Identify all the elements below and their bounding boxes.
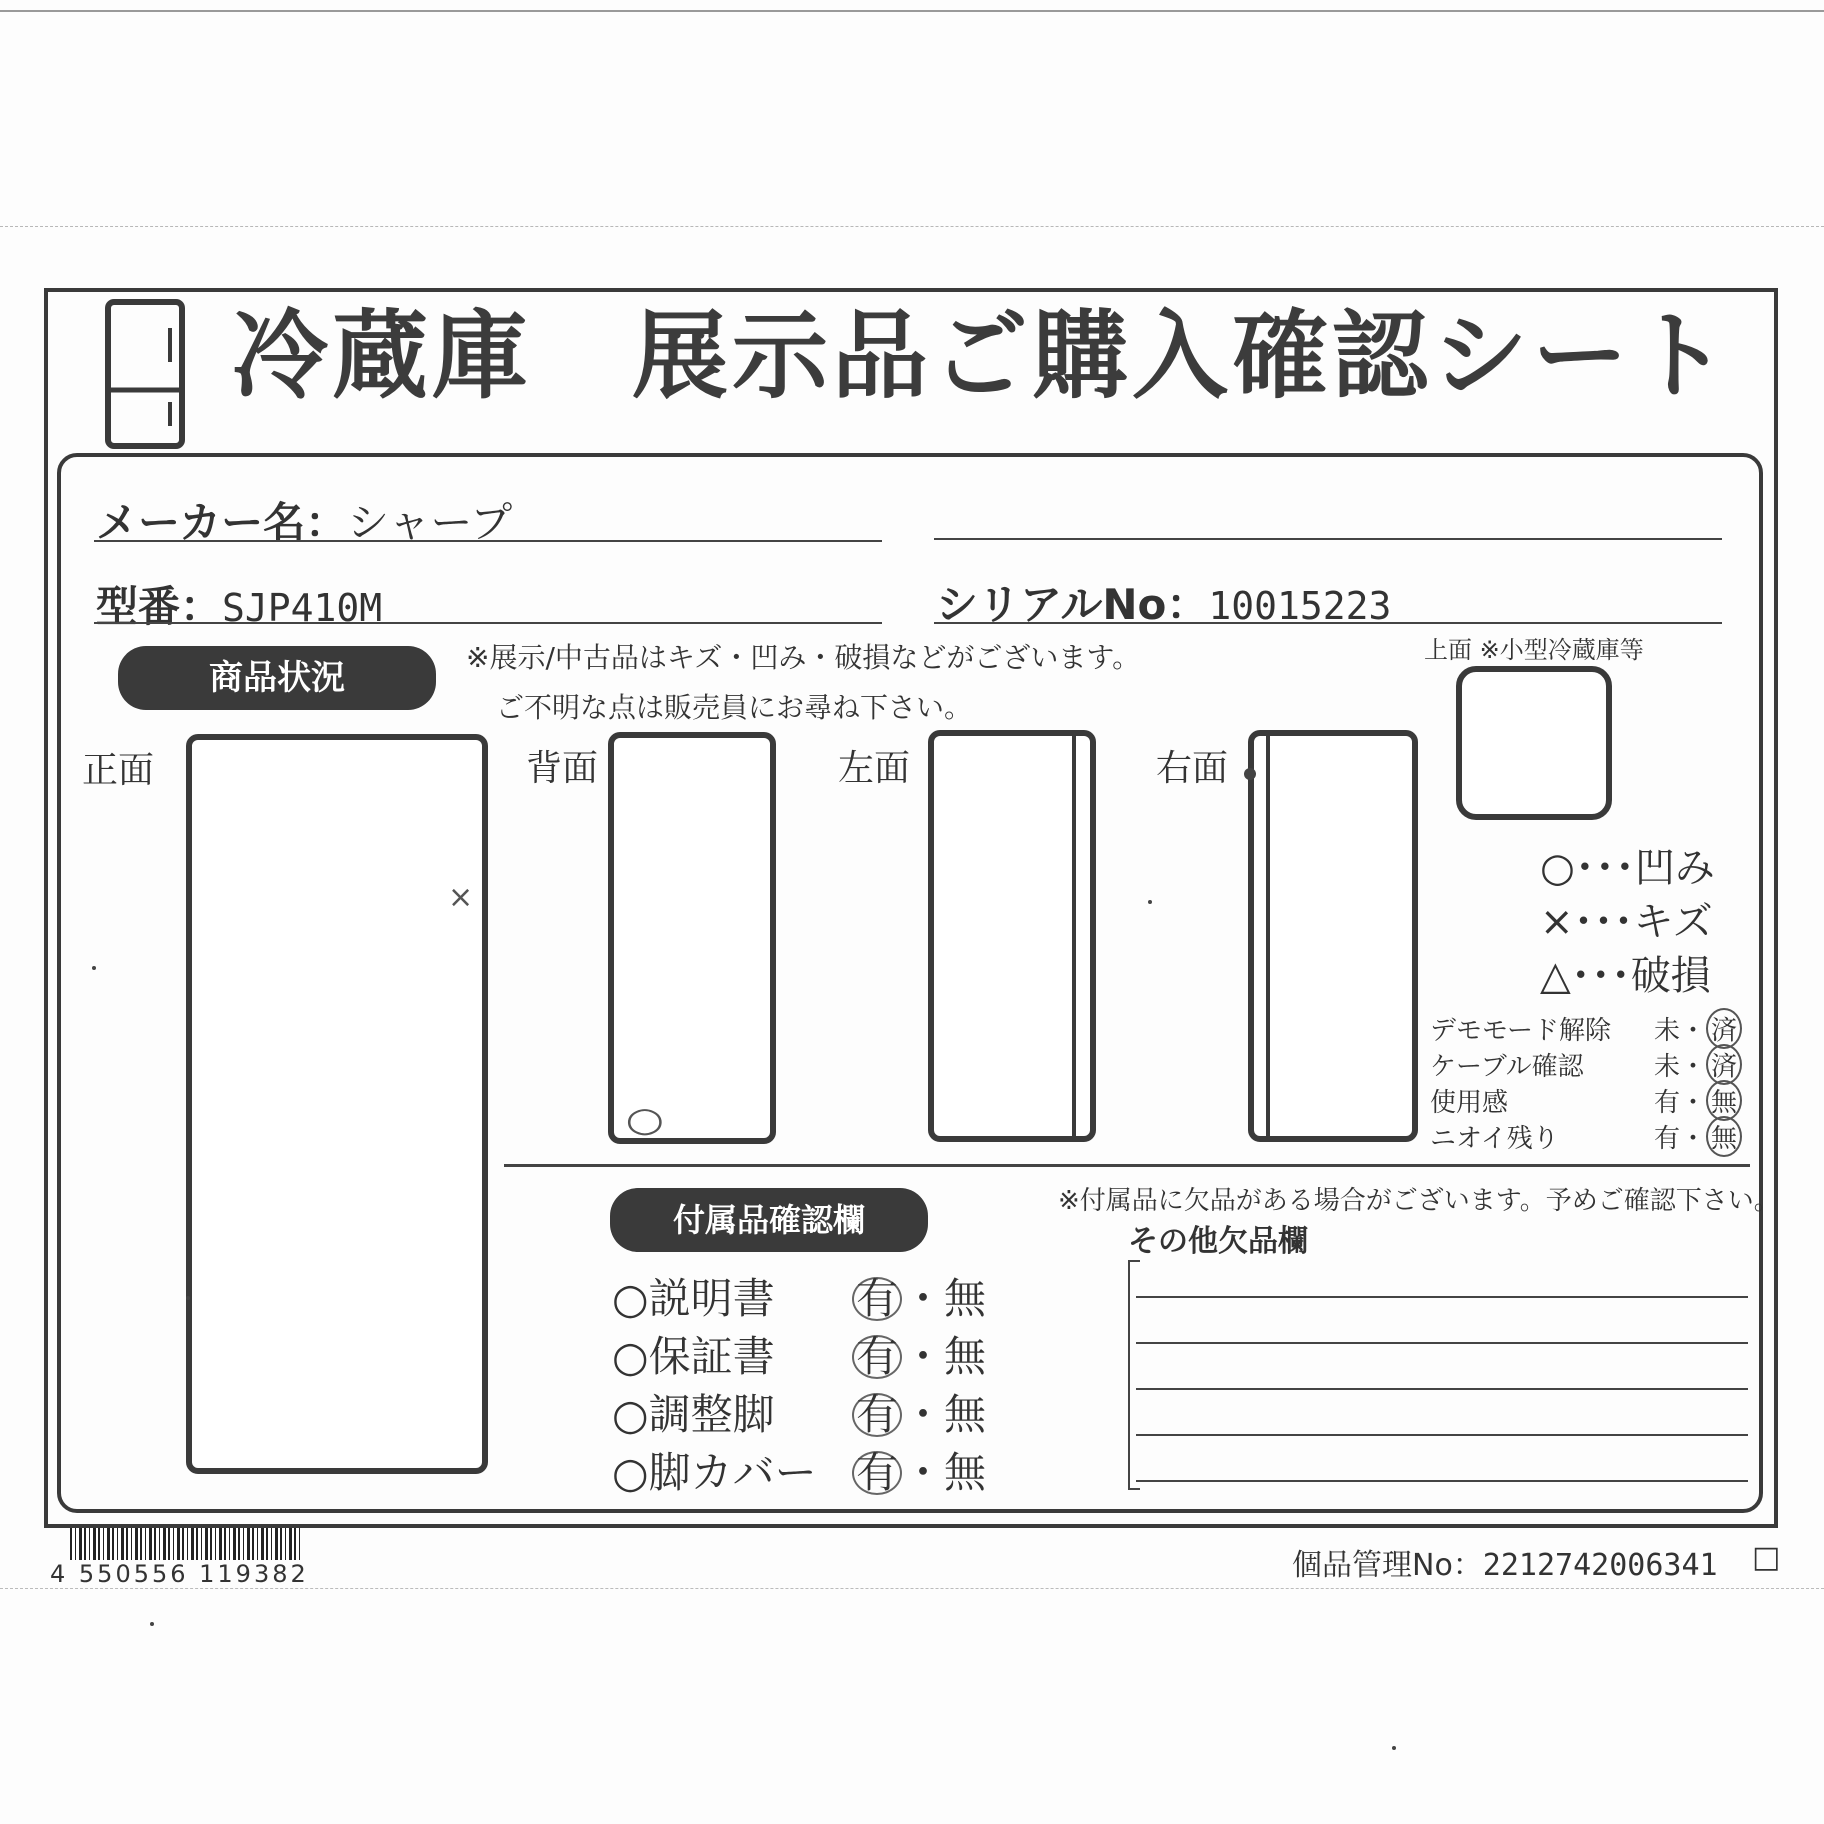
sheet-bottom-edge [0, 1588, 1824, 1589]
serial-label: シリアルNo： [936, 580, 1209, 629]
refrigerator-icon [104, 298, 186, 450]
accessory-manual: ○説明書 有・無 [612, 1274, 987, 1323]
left-label: 左面 [838, 748, 911, 789]
top-label: 上面 ※小型冷蔵庫等 [1424, 636, 1644, 664]
maker-value: シャープ [347, 498, 513, 547]
circle-symbol-icon: ○ [1540, 845, 1575, 891]
condition-note-1: ※展示/中古品はキズ・凹み・破損などがございます。 [466, 641, 1141, 674]
model-underline [94, 622, 882, 624]
scratch-mark: × [448, 880, 474, 915]
serial-value: 10015223 [1208, 584, 1392, 628]
control-number [1292, 1540, 1718, 1584]
missing-line-1 [1136, 1296, 1748, 1298]
right-view-door-line [1266, 736, 1270, 1136]
missing-items-bracket-top [1128, 1260, 1140, 1262]
accessories-badge: 付属品確認欄 [610, 1188, 928, 1252]
right-view-box [1248, 730, 1418, 1142]
check-box[interactable]: □ [1752, 1540, 1781, 1575]
triangle-symbol-icon: △ [1540, 953, 1571, 999]
status-usage: 使用感 有・ 無 [1430, 1080, 1742, 1121]
scan-speck [1148, 900, 1152, 904]
sheet-fold-line [0, 226, 1824, 228]
left-view-box [928, 730, 1096, 1142]
accessories-note: ※付属品に欠品がある場合がございます。予めご確認下さい。 [1058, 1186, 1780, 1216]
left-view-door-line [1072, 736, 1076, 1136]
section-divider [504, 1164, 1750, 1167]
scan-speck [1392, 1746, 1396, 1750]
cross-symbol-icon: × [1540, 899, 1574, 945]
scan-speck [150, 1622, 154, 1626]
sheet-top-edge [0, 0, 1824, 12]
accessory-adjuster-feet: ○調整脚 有・無 [612, 1390, 987, 1439]
missing-items-bracket-bottom [1128, 1488, 1140, 1490]
legend-scratch: ×･･･キズ [1540, 899, 1713, 945]
accessory-warranty: ○保証書 有・無 [612, 1332, 987, 1381]
top-view-box [1456, 666, 1612, 820]
right-view-hinge-dot [1244, 768, 1256, 780]
back-view-box [608, 732, 776, 1144]
status-demo-mode: デモモード解除 未・ 済 [1430, 1008, 1742, 1049]
front-view-box [186, 734, 488, 1474]
dent-mark: ○ [625, 1100, 665, 1140]
barcode-number: 4 550556 119382 [50, 1560, 309, 1588]
blank-underline [934, 538, 1722, 540]
missing-line-5 [1136, 1480, 1748, 1482]
accessory-foot-cover: ○脚カバー 有・無 [612, 1448, 987, 1497]
control-number-value: 2212742006341 [1482, 1548, 1718, 1583]
scan-speck [186, 1296, 190, 1300]
condition-badge: 商品状況 [118, 646, 436, 710]
page-title: 冷蔵庫 展示品ご購入確認シート [232, 300, 1732, 412]
scan-speck [92, 966, 96, 970]
missing-items-title: その他欠品欄 [1128, 1224, 1308, 1259]
missing-items-bracket [1128, 1260, 1130, 1488]
maker-underline [94, 540, 882, 542]
missing-line-2 [1136, 1342, 1748, 1344]
right-label: 右面 [1156, 748, 1229, 789]
missing-line-4 [1136, 1434, 1748, 1436]
control-number-label: 個品管理No： [1292, 1548, 1483, 1583]
back-label: 背面 [526, 748, 599, 789]
status-cable: ケーブル確認 未・ 済 [1430, 1044, 1742, 1085]
maker-label: メーカー名： [96, 498, 348, 547]
status-odor: ニオイ残り 有・ 無 [1430, 1116, 1742, 1157]
legend-dent: ○･･･凹み [1540, 845, 1715, 891]
condition-note-2: ご不明な点は販売員にお尋ね下さい。 [496, 691, 973, 724]
model-value: SJP410M [222, 586, 383, 630]
front-label: 正面 [82, 750, 155, 791]
legend-damage: △･･･破損 [1540, 953, 1711, 999]
serial-underline [934, 622, 1722, 624]
model-field [96, 574, 382, 634]
model-label: 型番： [96, 582, 223, 631]
missing-line-3 [1136, 1388, 1748, 1390]
